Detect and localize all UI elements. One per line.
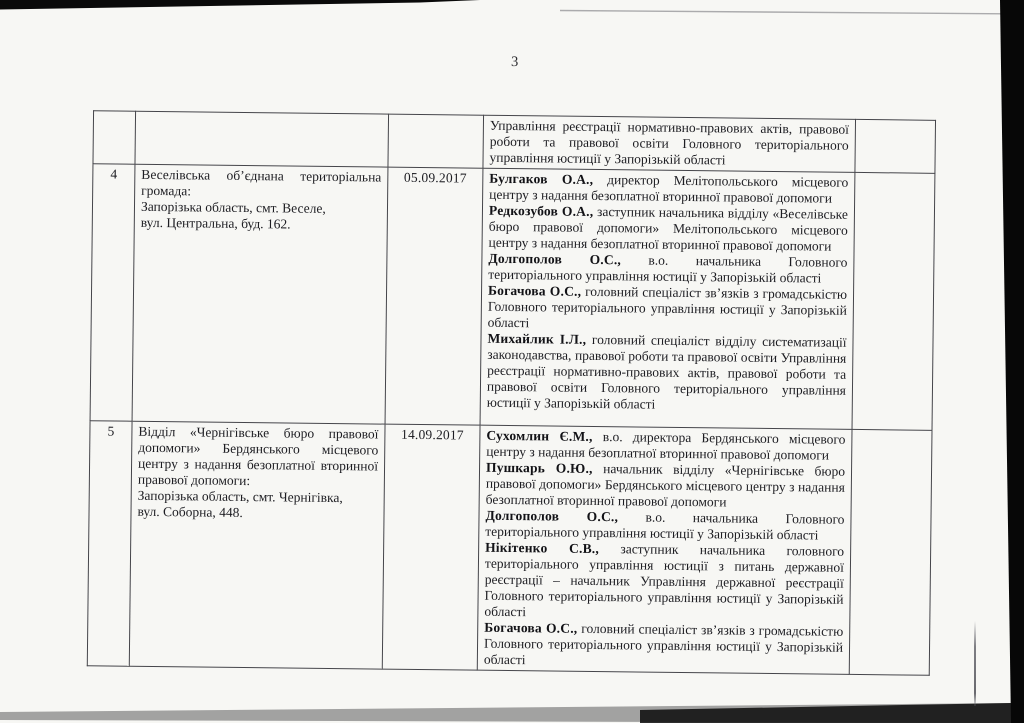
cell-number: 4 [90, 164, 135, 421]
cell-date: 14.09.2017 [382, 424, 480, 670]
cell-date [388, 114, 484, 168]
page-number: 3 [510, 54, 519, 71]
official-name: Михайлик І.Л., [487, 330, 587, 347]
cell-number: 5 [87, 421, 132, 666]
continuation-text: Управління реєстрації нормативно-правових актів, правової роботи та правової освіти Головного територіального управління юстиції у Запорізькій області [489, 117, 850, 168]
address-line: вул. Центральна, буд. 162. [140, 214, 291, 232]
address-line: Запорізька область, смт. Веселе, [140, 198, 326, 216]
official-name: Булгаков О.А., [489, 170, 594, 187]
official-entry: Михайлик І.Л., головний спеціаліст відділу систематизації законодавства, правової роботи та правової освіти Управління реєстрації нормативно-правових актів, правової роботи та правової освіти Головного територіального управління юстиції у Запорізькій області [486, 330, 847, 412]
entity-address [141, 199, 381, 234]
cell-officials [477, 425, 852, 674]
official-name: Сухомлин Є.М., [486, 427, 593, 444]
official-name: Богачова О.С., [487, 282, 582, 299]
address-line: Запорізька область, смт. Чернігівка, [137, 487, 343, 506]
official-entry: Богачова О.С., головний спеціаліст зв’язків з громадськістю Головного територіального управління юстиції у Запорізькій області [483, 619, 844, 668]
official-entry: Долгополов О.С., в.о. начальника Головного територіального управління юстиції у Запорізькій області [485, 507, 845, 543]
official-name: Нікітенко С.В., [485, 539, 600, 557]
address-line: вул. Соборна, 448. [137, 503, 243, 520]
entity-name: Відділ «Чернігівське бюро правової допомоги» Бердянського місцевого центру з надання безоплатної вторинної правової допомоги: [137, 423, 379, 489]
table-row-5 [87, 421, 932, 676]
cell-officials [480, 168, 855, 429]
official-name: Редкозубов О.А., [488, 202, 594, 219]
table-row-4 [90, 164, 935, 431]
official-entry: Редкозубов О.А., заступник начальника відділу «Веселівське бюро правової допомоги» Мелітопольського місцевого центру з надання безоплатної вторинної правової допомоги [488, 202, 849, 254]
cell-extra [852, 172, 935, 430]
cell-extra [849, 429, 932, 675]
official-entry: Булгаков О.А., директор Мелітопольського місцевого центру з надання безоплатної вторинної правової допомоги [489, 170, 849, 206]
cell-officials [483, 115, 856, 172]
table-row-continuation [93, 111, 936, 174]
cell-description [135, 111, 389, 167]
official-name: Пушкарь О.Ю., [485, 459, 593, 476]
cell-date: 05.09.2017 [385, 167, 483, 425]
scan-scratch-line [974, 621, 976, 706]
official-entry: Сухомлин Є.М., в.о. директора Бердянського місцевого центру з надання безоплатної вторинної правової допомоги [486, 427, 846, 463]
official-entry: Нікітенко С.В., заступник начальника головного територіального управління юстиції з питань державної реєстрації – начальник Управління державної реєстрації Головного територіального управління юстиції у Запорізькій області [484, 539, 845, 620]
entity-address [137, 488, 377, 523]
registry-table [87, 110, 936, 676]
official-name: Богачова О.С., [484, 619, 578, 636]
official-name: Долгополов О.С., [485, 507, 619, 525]
entity-name: Веселівська об’єднана територіальна громада: [141, 166, 382, 199]
official-entry: Долгополов О.С., в.о. начальника Головного територіального управління юстиції у Запорізькій області [488, 250, 848, 286]
cell-number [93, 111, 136, 164]
official-entry: Пушкарь О.Ю., начальник відділу «Чернігівське бюро правової допомоги» Бердянського місцевого центру з надання безоплатної вторинної правової допомоги [485, 459, 846, 510]
cell-description [129, 421, 385, 669]
cell-description [132, 164, 388, 424]
cell-extra [855, 119, 936, 173]
official-entry: Богачова О.С., головний спеціаліст зв’язків з громадськістю Головного територіального управління юстиції у Запорізькій області [487, 282, 848, 331]
official-name: Долгополов О.С., [488, 250, 622, 268]
